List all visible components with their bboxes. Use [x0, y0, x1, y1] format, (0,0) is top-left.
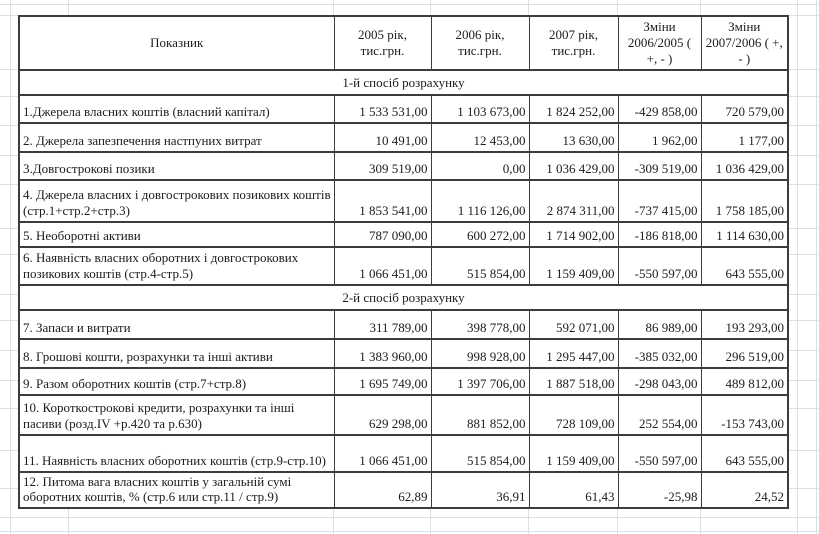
section-title: 2-й спосіб розрахунку	[19, 285, 788, 310]
cell-value: 61,43	[529, 472, 618, 509]
cell-value: 643 555,00	[701, 435, 788, 472]
table-row	[19, 310, 788, 339]
row-label: 1.Джерела власних коштів (власний капітал)	[19, 95, 334, 123]
cell-value: -153 743,00	[701, 395, 788, 435]
cell-value: 13 630,00	[529, 123, 618, 152]
cell-value: 489 812,00	[701, 368, 788, 395]
cell-value: 12 453,00	[431, 123, 529, 152]
cell-value: 1 824 252,00	[529, 95, 618, 123]
row-label: 9. Разом оборотних коштів (стр.7+стр.8)	[19, 368, 334, 395]
section-row-method-1	[19, 70, 788, 95]
cell-value: -25,98	[618, 472, 701, 509]
financial-table	[18, 15, 789, 509]
section-title: 1-й спосіб розрахунку	[19, 70, 788, 95]
row-label: 10. Короткострокові кредити, розрахунки та інші пасиви (розд.IV +р.420 та р.630)	[19, 395, 334, 435]
cell-value: 1 695 749,00	[334, 368, 431, 395]
cell-value: 1 103 673,00	[431, 95, 529, 123]
table-row	[19, 368, 788, 395]
table-row	[19, 123, 788, 152]
cell-value: 1 853 541,00	[334, 180, 431, 222]
cell-value: -385 032,00	[618, 339, 701, 368]
cell-value: 1 159 409,00	[529, 247, 618, 285]
cell-value: 1 066 451,00	[334, 435, 431, 472]
cell-value: 1 714 902,00	[529, 222, 618, 247]
cell-value: 787 090,00	[334, 222, 431, 247]
row-label: 11. Наявність власних оборотних коштів (стр.9-стр.10)	[19, 435, 334, 472]
cell-value: 24,52	[701, 472, 788, 509]
column-header-2006: 2006 рік, тис.грн.	[431, 16, 529, 70]
row-label: 12. Питома вага власних коштів у загальній сумі оборотних коштів, % (стр.6 или стр.11 / стр.9)	[19, 472, 334, 509]
table-row	[19, 222, 788, 247]
section-row-method-2	[19, 285, 788, 310]
cell-value: 311 789,00	[334, 310, 431, 339]
cell-value: 881 852,00	[431, 395, 529, 435]
row-label: 8. Грошові кошти, розрахунки та інші активи	[19, 339, 334, 368]
cell-value: 1 397 706,00	[431, 368, 529, 395]
cell-value: 296 519,00	[701, 339, 788, 368]
cell-value: -550 597,00	[618, 247, 701, 285]
header-row	[19, 16, 788, 70]
row-label: 3.Довгострокові позики	[19, 152, 334, 180]
cell-value: -298 043,00	[618, 368, 701, 395]
cell-value: 1 036 429,00	[701, 152, 788, 180]
table-row	[19, 152, 788, 180]
cell-value: 1 159 409,00	[529, 435, 618, 472]
cell-value: 86 989,00	[618, 310, 701, 339]
column-header-2007: 2007 рік, тис.грн.	[529, 16, 618, 70]
cell-value: 1 114 630,00	[701, 222, 788, 247]
cell-value: 998 928,00	[431, 339, 529, 368]
table-row	[19, 395, 788, 435]
cell-value: 592 071,00	[529, 310, 618, 339]
cell-value: 515 854,00	[431, 435, 529, 472]
row-label: 6. Наявність власних оборотних і довгострокових позикових коштів (стр.4-стр.5)	[19, 247, 334, 285]
cell-value: 643 555,00	[701, 247, 788, 285]
cell-value: 515 854,00	[431, 247, 529, 285]
table-row	[19, 247, 788, 285]
cell-value: 1 036 429,00	[529, 152, 618, 180]
column-header-indicator: Показник	[19, 16, 334, 70]
cell-value: 62,89	[334, 472, 431, 509]
column-header-2005: 2005 рік, тис.грн.	[334, 16, 431, 70]
cell-value: 720 579,00	[701, 95, 788, 123]
cell-value: 1 177,00	[701, 123, 788, 152]
cell-value: 1 295 447,00	[529, 339, 618, 368]
cell-value: 728 109,00	[529, 395, 618, 435]
cell-value: -737 415,00	[618, 180, 701, 222]
cell-value: 1 758 185,00	[701, 180, 788, 222]
cell-value: 600 272,00	[431, 222, 529, 247]
cell-value: 1 066 451,00	[334, 247, 431, 285]
row-label: 2. Джерела запезпечення настпуних витрат	[19, 123, 334, 152]
table-row	[19, 435, 788, 472]
cell-value: 629 298,00	[334, 395, 431, 435]
cell-value: 398 778,00	[431, 310, 529, 339]
cell-value: 0,00	[431, 152, 529, 180]
cell-value: 1 116 126,00	[431, 180, 529, 222]
cell-value: 10 491,00	[334, 123, 431, 152]
cell-value: 309 519,00	[334, 152, 431, 180]
cell-value: 193 293,00	[701, 310, 788, 339]
row-label: 7. Запаси и витрати	[19, 310, 334, 339]
cell-value: -550 597,00	[618, 435, 701, 472]
column-header-change-2006-2005: Зміни 2006/2005 ( +, - )	[618, 16, 701, 70]
cell-value: 1 383 960,00	[334, 339, 431, 368]
row-label: 5. Необоротні активи	[19, 222, 334, 247]
cell-value: 252 554,00	[618, 395, 701, 435]
cell-value: 2 874 311,00	[529, 180, 618, 222]
table-row	[19, 95, 788, 123]
cell-value: 1 962,00	[618, 123, 701, 152]
cell-value: -186 818,00	[618, 222, 701, 247]
cell-value: -429 858,00	[618, 95, 701, 123]
cell-value: 1 887 518,00	[529, 368, 618, 395]
table-row	[19, 472, 788, 509]
table-row	[19, 180, 788, 222]
column-header-change-2007-2006: Зміни 2007/2006 ( +, - )	[701, 16, 788, 70]
cell-value: -309 519,00	[618, 152, 701, 180]
table-row	[19, 339, 788, 368]
cell-value: 36,91	[431, 472, 529, 509]
row-label: 4. Джерела власних і довгострокових позикових коштів (стр.1+стр.2+стр.3)	[19, 180, 334, 222]
cell-value: 1 533 531,00	[334, 95, 431, 123]
